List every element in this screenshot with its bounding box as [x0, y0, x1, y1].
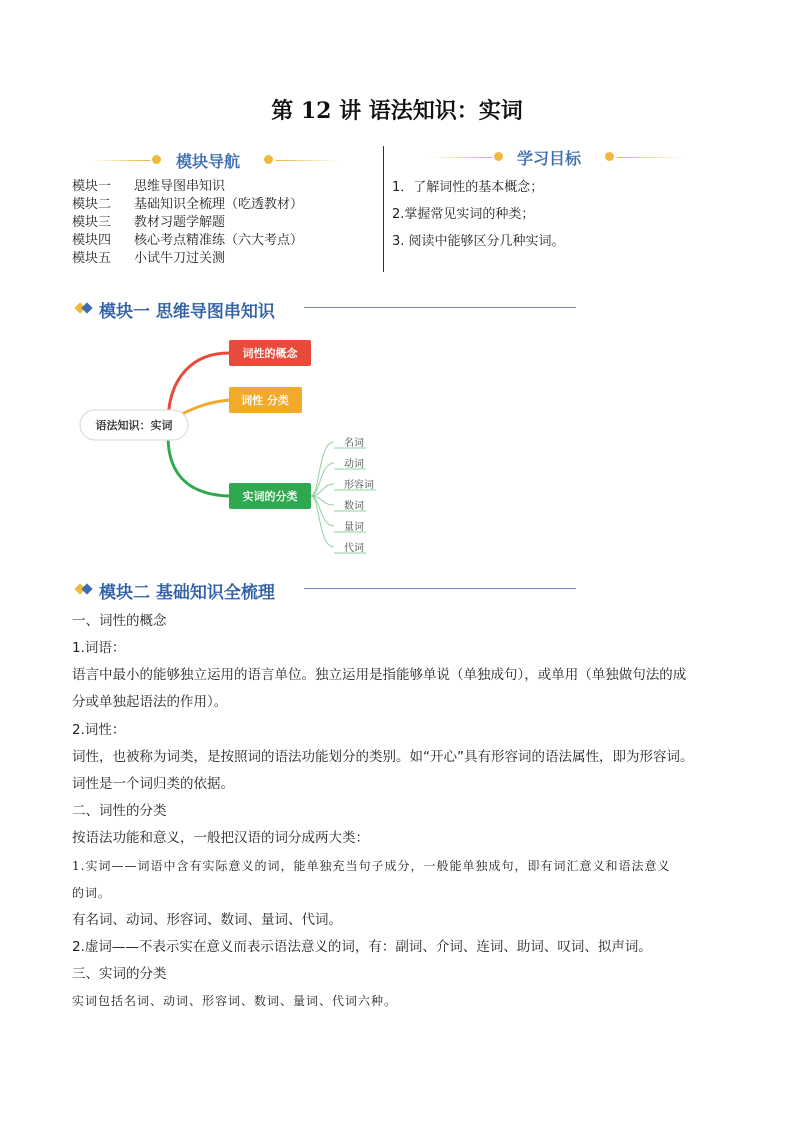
goals-heading: 学习目标	[517, 149, 582, 168]
mindmap-root-label: 语法知识：实词	[95, 419, 173, 432]
mindmap-node-content-words-label: 实词的分类	[242, 490, 298, 503]
nav-item-4[interactable]: 模块四 核心考点精准练（六大考点）	[72, 233, 304, 248]
module1-rule	[304, 307, 576, 308]
nav-heading: 模块导航	[176, 152, 241, 171]
mindmap-leaf: 数词	[344, 501, 364, 512]
section-heading-3: 三、实词的分类	[72, 966, 167, 982]
goals-deco-line-left	[430, 157, 492, 158]
nav-item-1[interactable]: 模块一 思维导图串知识	[72, 179, 226, 194]
mindmap-leaf: 代词	[344, 543, 364, 554]
paragraph-function-words: 2.虚词——不表示实在意义而表示语法意义的词，有：副词、介词、连词、助词、叹词、拟声词。	[72, 939, 652, 955]
section-heading-1: 一、词性的概念	[72, 613, 167, 629]
paragraph-words-1: 语言中最小的能够独立运用的语言单位。独立运用是指能够单说（单独成句），或单用（单独做句法的成	[72, 667, 687, 683]
module-nav-list	[72, 178, 303, 268]
module2-title: 模块二 基础知识全梳理	[99, 583, 275, 603]
paragraph-content-words-2: 的词。	[72, 886, 112, 900]
leaf-connectors	[311, 442, 334, 547]
goals-dot-right	[605, 152, 614, 161]
mindmap-leaf: 形容词	[344, 480, 374, 491]
nav-deco-line-left	[92, 160, 150, 161]
section-heading-2: 二、词性的分类	[72, 803, 167, 819]
nav-dot-right	[264, 155, 273, 164]
goal-item-3: 3. 阅读中能够区分几种实词。	[392, 234, 565, 249]
mind-map	[0, 330, 794, 560]
connector-orange	[182, 400, 229, 414]
paragraph-two-classes: 按语法功能和意义，一般把汉语的词分成两大类：	[72, 830, 369, 846]
module1-title: 模块一 思维导图串知识	[99, 302, 275, 322]
paragraph-pos-1: 词性，也被称为词类，是按照词的语法功能划分的类别。如“开心”具有形容词的语法属性，即为形容词。	[72, 749, 694, 765]
mindmap-leaf: 量词	[344, 522, 364, 533]
goals-deco-line-right	[617, 157, 683, 158]
subheading-words: 1.词语：	[72, 640, 126, 656]
connector-green	[168, 436, 229, 496]
paragraph-words-2: 分或单独起语法的作用）。	[72, 694, 228, 710]
paragraph-pos-2: 词性是一个词归类的依据。	[72, 776, 234, 792]
nav-item-3[interactable]: 模块三 教材习题学解题	[72, 215, 226, 230]
nav-item-5[interactable]: 模块五 小试牛刀过关测	[72, 251, 226, 266]
mindmap-leaf: 名词	[344, 438, 364, 449]
module2-rule	[304, 588, 576, 589]
mindmap-node-concept-label: 词性的概念	[242, 347, 298, 360]
goals-dot-left	[494, 152, 503, 161]
paragraph-content-words-list: 有名词、动词、形容词、数词、量词、代词。	[72, 912, 342, 928]
subheading-part-of-speech: 2.词性：	[72, 722, 126, 738]
paragraph-six-types: 实词包括名词、动词、形容词、数词、量词、代词六种。	[72, 994, 398, 1008]
goal-item-1: 1．了解词性的基本概念；	[392, 180, 544, 195]
nav-deco-line-right	[276, 160, 338, 161]
column-divider	[383, 146, 384, 272]
nav-dot-left	[152, 155, 161, 164]
page-title: 第 12 讲 语法知识：实词	[271, 98, 523, 124]
mindmap-leaf: 动词	[344, 459, 364, 470]
goal-item-2: 2.掌握常见实词的种类；	[392, 207, 535, 222]
nav-item-2[interactable]: 模块二 基础知识全梳理（吃透教材）	[72, 197, 304, 212]
mindmap-node-classification-label: 词性 分类	[241, 394, 289, 407]
paragraph-content-words-1: 1.实词——词语中含有实际意义的词，能单独充当句子成分，一般能单独成句，即有词汇意义和语法意义	[72, 859, 671, 873]
